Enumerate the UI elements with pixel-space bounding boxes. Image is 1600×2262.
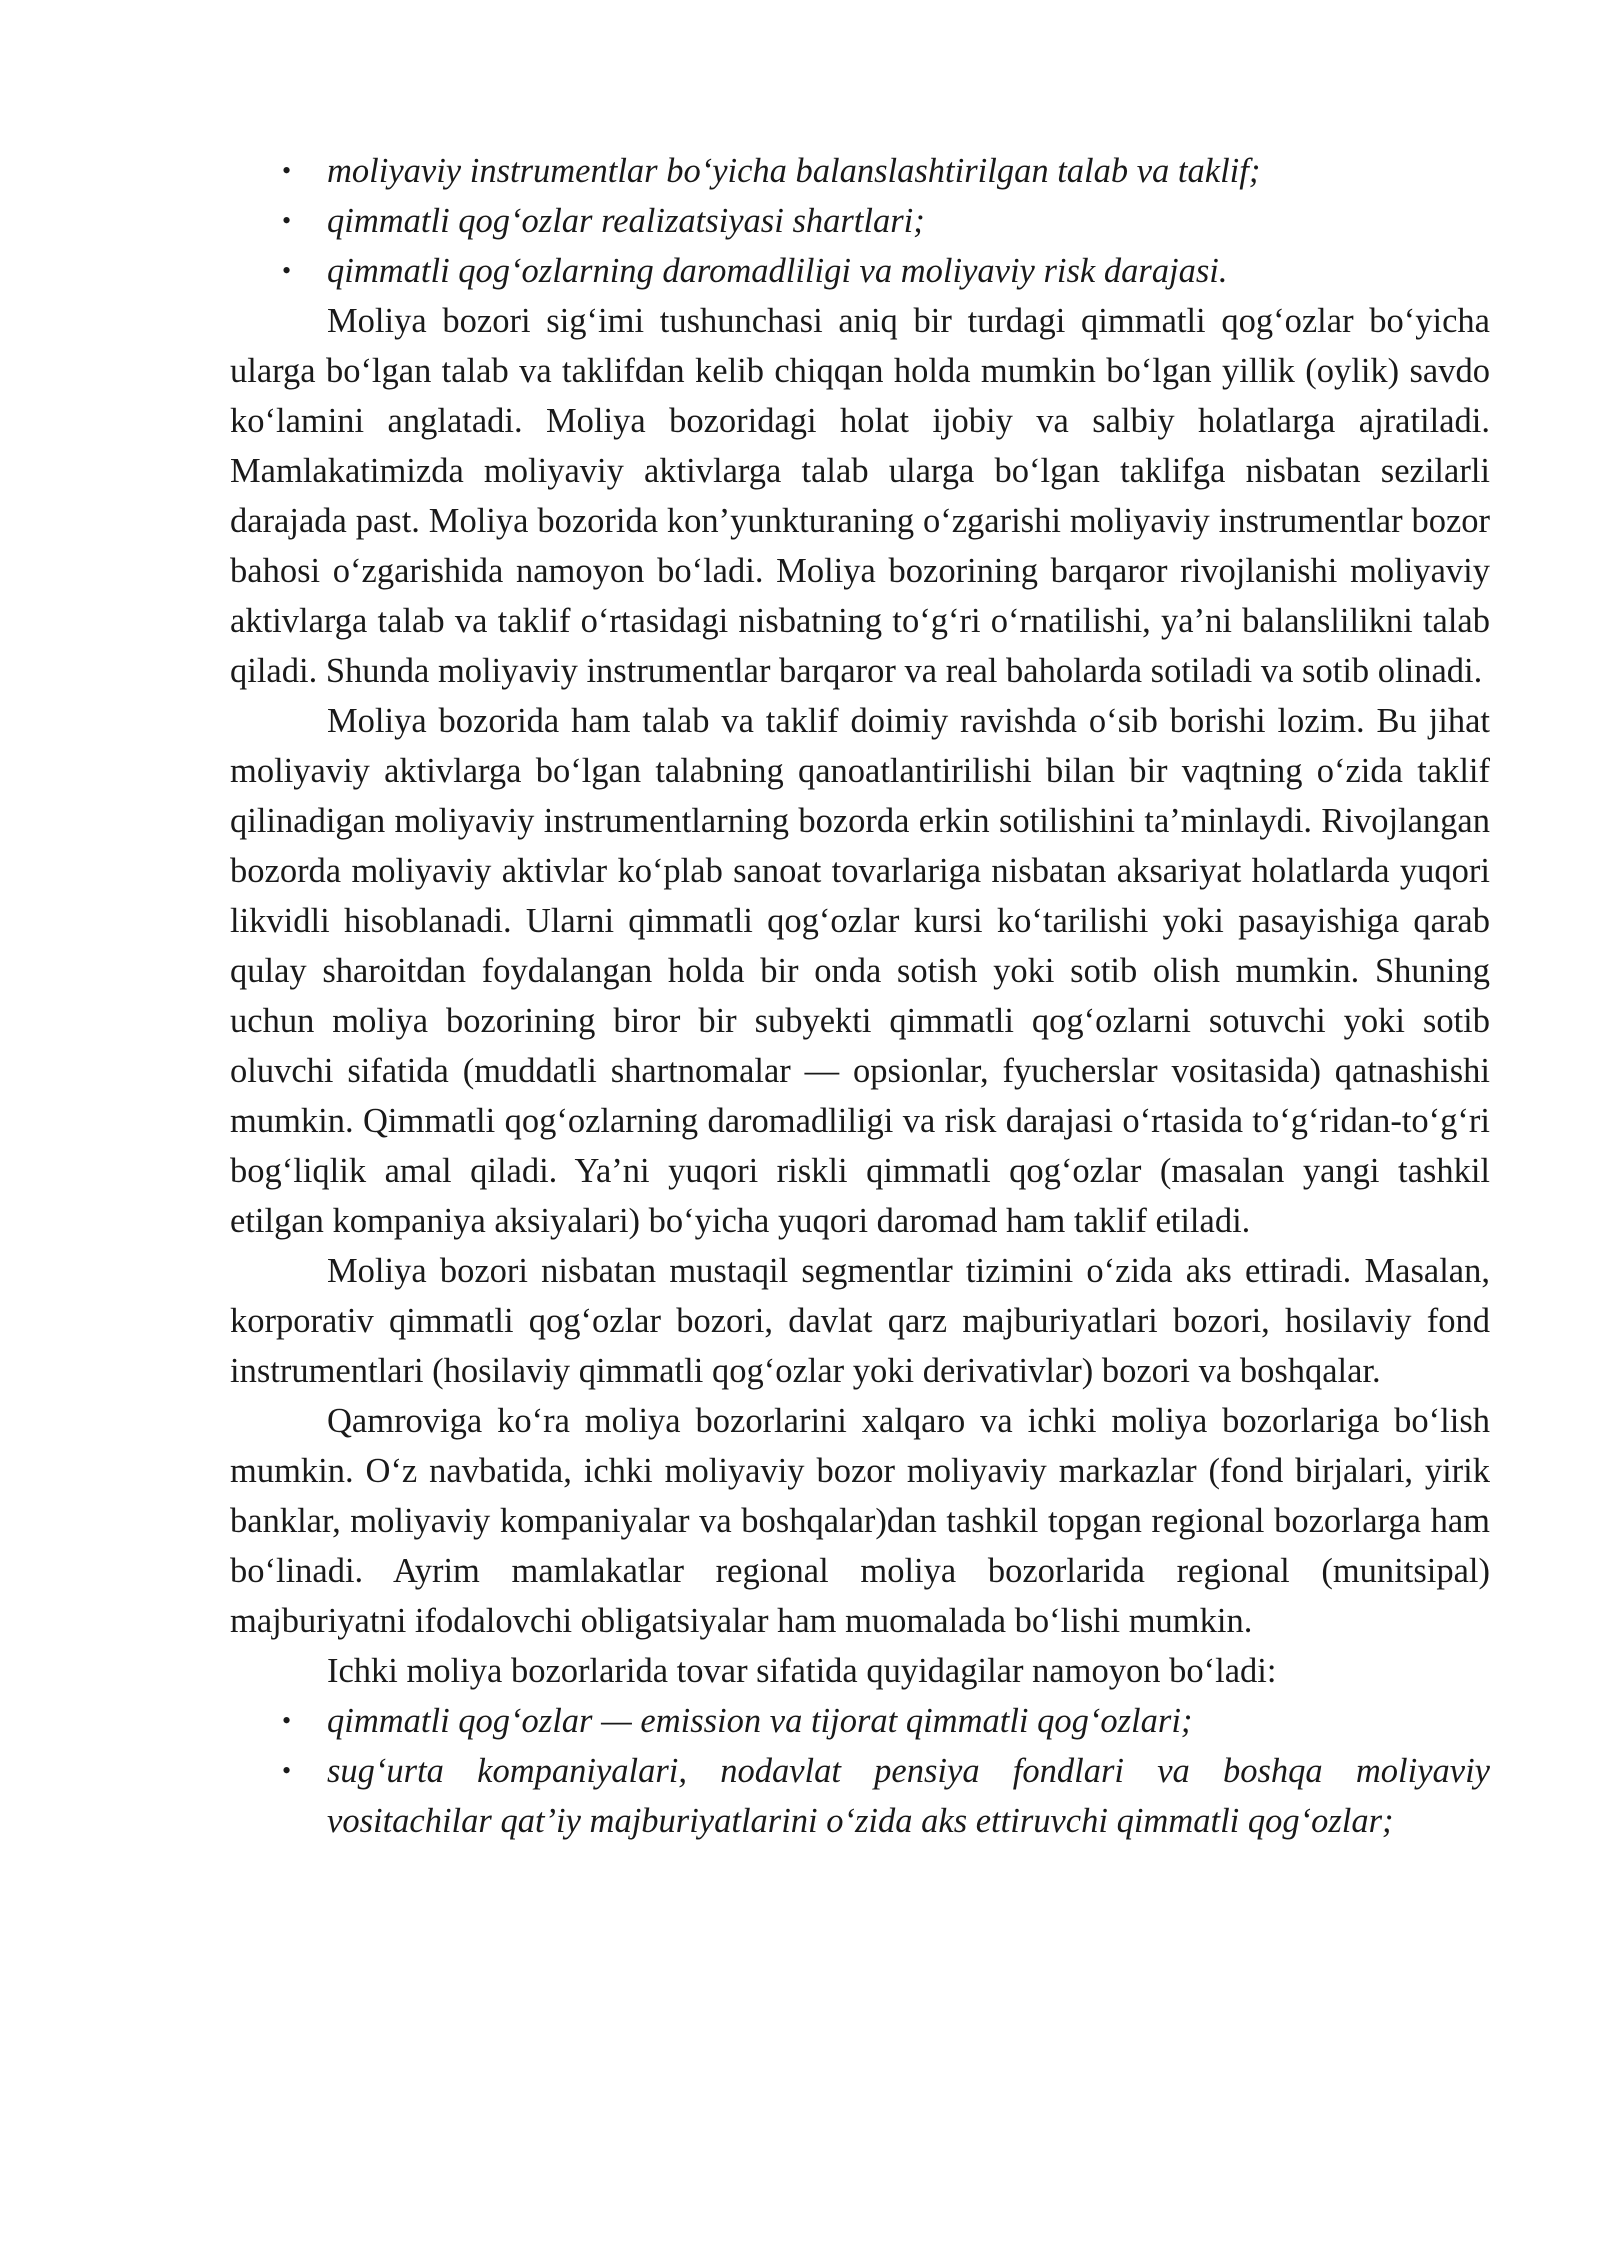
list-item bbox=[230, 1746, 1490, 1846]
bullet-icon: • bbox=[282, 156, 292, 185]
list-item-text: moliyaviy instrumentlar bo‘yicha balanslashtirilgan talab va taklif; bbox=[327, 152, 1261, 190]
paragraph: Moliya bozori nisbatan mustaqil segmentlar tizimini o‘zida aks ettiradi. Masalan, korporativ qimmatli qog‘ozlar bozori, davlat qarz majburiyatlari bozori, hosilaviy fond instrumentlari (hosilaviy qimmatli qog‘ozlar yoki derivativlar) bozori va boshqalar. bbox=[230, 1252, 1490, 1390]
bullet-icon: • bbox=[282, 1756, 292, 1785]
list-item-text: qimmatli qog‘ozlar — emission va tijorat qimmatli qog‘ozlari; bbox=[327, 1702, 1193, 1740]
document-page bbox=[230, 146, 1490, 1846]
list-item-text: qimmatli qog‘ozlarning daromadliligi va moliyaviy risk darajasi. bbox=[327, 252, 1228, 290]
list-item bbox=[230, 146, 1490, 196]
paragraph: Qamroviga ko‘ra moliya bozorlarini xalqaro va ichki moliya bozorlariga bo‘lish mumkin. O‘z navbatida, ichki moliyaviy bozor moliyaviy markazlar (fond birjalari, yirik banklar, moliyaviy kompaniyalar va boshqalar)dan tashkil topgan regional bozorlarga ham bo‘linadi. Ayrim mamlakatlar regional moliya bozorlarida regional (munitsipal) majburiyatni ifodalovchi obligatsiyalar ham muomalada bo‘lishi mumkin. bbox=[230, 1402, 1490, 1640]
bullet-list-bottom bbox=[230, 1696, 1490, 1846]
bullet-list-top bbox=[230, 146, 1490, 296]
bullet-icon: • bbox=[282, 206, 292, 235]
paragraph: Moliya bozori sig‘imi tushunchasi aniq bir turdagi qimmatli qog‘ozlar bo‘yicha ularga bo‘lgan talab va taklifdan kelib chiqqan holda mumkin bo‘lgan yillik (oylik) savdo ko‘lamini anglatadi. Moliya bozoridagi holat ijobiy va salbiy holatlarga ajratiladi. Mamlakatimizda moliyaviy aktivlarga talab ularga bo‘lgan taklifga nisbatan sezilarli darajada past. Moliya bozorida kon’yunkturaning o‘zgarishi moliyaviy instrumentlar bozor bahosi o‘zgarishida namoyon bo‘ladi. Moliya bozorining barqaror rivojlanishi moliyaviy aktivlarga talab va taklif o‘rtasidagi nisbatning to‘g‘ri o‘rnatilishi, ya’ni balanslilikni talab qiladi. Shunda moliyaviy instrumentlar barqaror va real baholarda sotiladi va sotib olinadi. bbox=[230, 302, 1490, 690]
list-item bbox=[230, 246, 1490, 296]
paragraph: Ichki moliya bozorlarida tovar sifatida quyidagilar namoyon bo‘ladi: bbox=[327, 1652, 1277, 1690]
list-item-text: qimmatli qog‘ozlar realizatsiyasi shartlari; bbox=[327, 202, 925, 240]
list-item bbox=[230, 196, 1490, 246]
list-item-text: sug‘urta kompaniyalari, nodavlat pensiya fondlari va boshqa moliyaviy vositachilar qat’iy majburiyatlarini o‘zida aks ettiruvchi qimmatli qog‘ozlar; bbox=[327, 1752, 1490, 1840]
list-item bbox=[230, 1696, 1490, 1746]
paragraph: Moliya bozorida ham talab va taklif doimiy ravishda o‘sib borishi lozim. Bu jihat moliyaviy aktivlarga bo‘lgan talabning qanoatlantirilishi bilan bir vaqtning o‘zida taklif qilinadigan moliyaviy instrumentlarning bozorda erkin sotilishini ta’minlaydi. Rivojlangan bozorda moliyaviy aktivlar ko‘plab sanoat tovarlariga nisbatan aksariyat holatlarda yuqori likvidli hisoblanadi. Ularni qimmatli qog‘ozlar kursi ko‘tarilishi yoki pasayishiga qarab qulay sharoitdan foydalangan holda bir onda sotish yoki sotib olish mumkin. Shuning uchun moliya bozorining biror bir subyekti qimmatli qog‘ozlarni sotuvchi yoki sotib oluvchi sifatida (muddatli shartnomalar — opsionlar, fyucherslar vositasida) qatnashishi mumkin. Qimmatli qog‘ozlarning daromadliligi va risk darajasi o‘rtasida to‘g‘ridan-to‘g‘ri bog‘liqlik amal qiladi. Ya’ni yuqori riskli qimmatli qog‘ozlar (masalan yangi tashkil etilgan kompaniya aksiyalari) bo‘yicha yuqori daromad ham taklif etiladi. bbox=[230, 702, 1490, 1240]
bullet-icon: • bbox=[282, 256, 292, 285]
bullet-icon: • bbox=[282, 1706, 292, 1735]
